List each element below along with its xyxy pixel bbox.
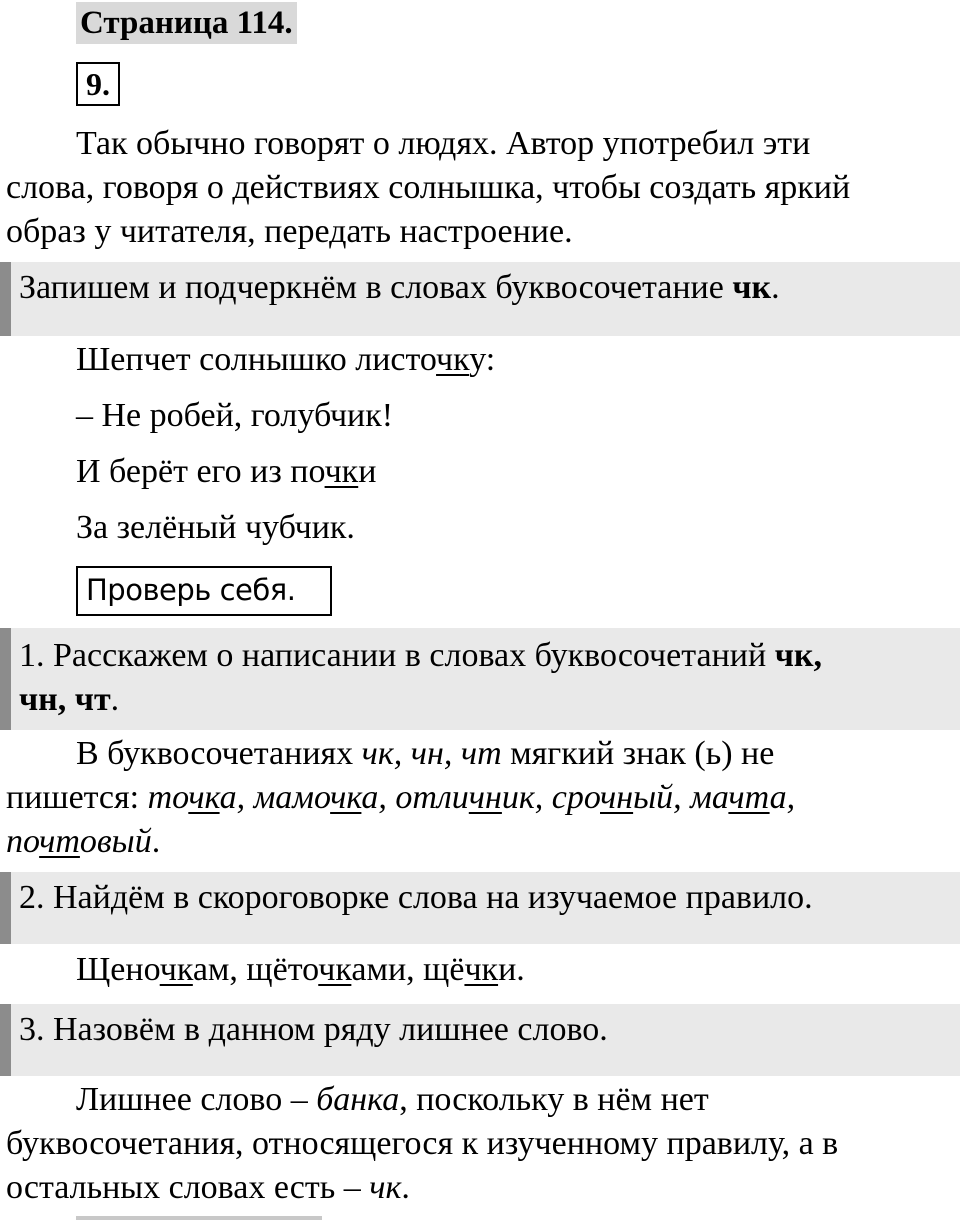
- answer-text: пишется:: [6, 779, 148, 816]
- question-2-text: 2. Найдём в скороговорке слова на изучаемое правило.: [19, 879, 813, 916]
- answer-text: Лишнее слово –: [76, 1081, 317, 1118]
- question-1-bold: чк,: [774, 637, 822, 674]
- example-word-last: почтовый: [6, 823, 152, 860]
- answer-text: остальных словах есть –: [6, 1169, 370, 1206]
- poem-text: у:: [469, 341, 496, 378]
- question-2-box: [0, 872, 960, 944]
- underlined-letters: чк: [324, 453, 359, 490]
- answer-text: буквосочетания, относящегося к изученному правилу, а в: [6, 1125, 839, 1162]
- example-words: точка, мамочка, отличник, срочный, мачта,: [147, 779, 796, 816]
- task-write-end: .: [771, 269, 780, 306]
- question-3-text: 3. Назовём в данном ряду лишнее слово.: [19, 1011, 608, 1048]
- answer-1-paragraph: [6, 732, 956, 864]
- italic-word: банка: [316, 1081, 400, 1118]
- italic-letters: чк: [369, 1169, 402, 1206]
- check-yourself-label: Проверь себя.: [76, 566, 332, 616]
- question-1-bold: чн, чт: [19, 681, 111, 718]
- italic-letters: чк, чн, чт: [361, 735, 502, 772]
- answer-text: В буквосочетаниях: [76, 735, 362, 772]
- question-3-box: [0, 1004, 960, 1076]
- poem-line-1: [76, 338, 495, 382]
- answer-3-paragraph: [6, 1078, 956, 1210]
- answer-2-line: Щеночкам, щёточками, щёчки.: [76, 951, 525, 988]
- task-write-box: [0, 262, 960, 336]
- intro-paragraph: [6, 122, 956, 254]
- answer-end: .: [151, 823, 161, 860]
- question-1-end: .: [110, 681, 120, 718]
- poem-text: и: [358, 453, 377, 490]
- poem-line-3: [76, 450, 376, 494]
- poem-text: Шепчет солнышко листо: [76, 341, 437, 378]
- underlined-letters: чк: [436, 341, 470, 378]
- intro-line-3: образ у читателя, передать настроение.: [6, 213, 573, 250]
- bottom-divider: [76, 1216, 322, 1220]
- poem-text: И берёт его из по: [76, 453, 325, 490]
- answer-text: , поскольку в нём нет: [399, 1081, 709, 1118]
- question-1-box: [0, 628, 960, 730]
- poem-line-4: За зелёный чубчик.: [76, 509, 355, 546]
- task-write-text: Запишем и подчеркнём в словах буквосочетание: [19, 269, 733, 306]
- intro-line-1: Так обычно говорят о людях. Автор употребил эти: [76, 125, 811, 162]
- question-1-text: 1. Расскажем о написании в словах буквосочетаний: [19, 637, 775, 674]
- answer-end: .: [401, 1169, 410, 1206]
- intro-line-2: слова, говоря о действиях солнышка, чтобы создать яркий: [6, 169, 851, 206]
- task-write-bold: чк: [732, 269, 772, 306]
- page-title: Страница 114.: [76, 2, 297, 44]
- answer-text: мягкий знак (ь) не: [501, 735, 775, 772]
- poem-line-2: – Не робей, голубчик!: [76, 397, 394, 434]
- exercise-number: 9.: [76, 62, 120, 106]
